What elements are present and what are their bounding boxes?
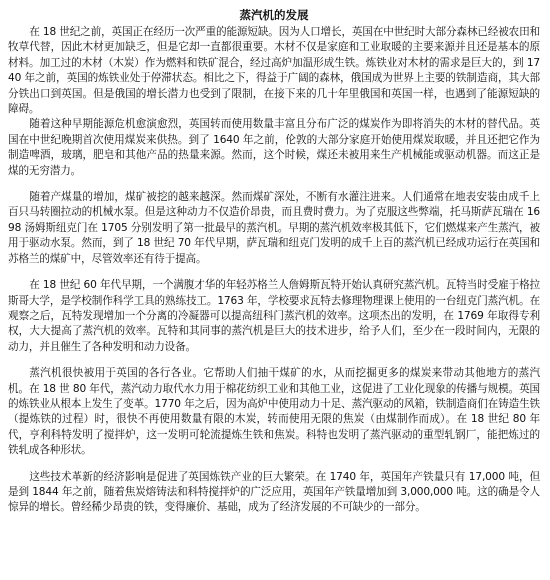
- paragraph-gap: [8, 459, 540, 470]
- paragraph-coal-substitute: 随着这种早期能源危机愈演愈烈，英国转而使用数量丰富且分布广泛的煤炭作为即将消失的木材的替代品。英国在中世纪晚期首次使用煤炭来供热。到了 1640 年之前，伦敦的大部分家庭开始使用煤炭取暖，并且还把它作为制造啤酒，玻璃，肥皂和其他产品的热量来源。然而，这个时候，煤还未被用来生产机械能或驱动机器。而这正是煤的无穷潜力。: [8, 118, 540, 177]
- paragraph-gap: [8, 355, 540, 366]
- paragraph-energy-shortage: 在 18 世纪之前，英国正在经历一次严重的能源短缺。因为人口增长，英国在中世纪时大部分森林已经被农田和牧草代替，因此木材更加缺乏，但是它却一直都很重要。木材不仅是家庭和工业取暖的主要来源并且还是基本的原材料。加工过的木材（木炭）作为燃料和铁矿混合，经过高炉加温形成生铁。炼铁业对木材的需求是巨大的，到 1740 年之前，英国的炼铁业处于停滞状态。相比之下，得益于广阔的森林，俄国成为世界上主要的铁制造商，其大部分铁出口到英国。但是俄国的增长潜力也受到了限制，在接下来的几十年里俄国和英国一样，也遇到了能源短缺的障碍。: [8, 26, 540, 116]
- paragraph-economic-impact: 这些技术革新的经济影响是促进了英国炼铁产业的巨大繁荣。在 1740 年，英国年产铁量只有 17,000 吨，但是到 1844 年之前，随着焦炭熔铸法和科特搅拌炉的广泛应用，英国年产铁量增加到 3,000,000 吨。这的确是令人惊异的增长。曾经稀少昂贵的铁，变得廉价、基础，成为了经济发展的不可缺少的一部分。: [8, 470, 540, 514]
- paragraph-gap: [8, 267, 540, 278]
- paragraph-gap: [8, 179, 540, 190]
- document-title: 蒸汽机的发展: [239, 8, 309, 22]
- paragraph-james-watt: 在 18 世纪 60 年代早期，一个满腹才华的年轻苏格兰人詹姆斯瓦特开始认真研究蒸汽机。瓦特当时受雇于格拉斯哥大学，是学校制作科学工具的熟练技工。1763 年，学校要求瓦特去修理物理课上使用的一台纽克门蒸汽机。在观察之后，瓦特发现增加一个分离的冷凝器可以提高纽科门蒸汽机的效率。这项杰出的发明，在 1769 年取得专利权，大大提高了蒸汽机的效率。瓦特和其同事的蒸汽机是巨大的技术进步，给予人们，至少在一段时间内，无限的动力，并且催生了各种发明和动力设备。: [8, 279, 540, 353]
- paragraph-early-steam-engines: 随着产煤量的增加，煤矿被挖的越来越深。然而煤矿深处，不断有水灌注进来。人们通常在地表安装由成千上百只马转圈拉动的机械水泵。但是这种动力不仅造价昂贵，而且费时费力。为了克服这些弊端，托马斯萨瓦瑞在 1698 汤姆斯纽克门在 1705 分别发明了第一批最早的蒸汽机。早期的蒸汽机效率极其低下，它们燃煤来产生蒸汽，被用于驱动水泵。然而，到了 18 世纪 70 年代早期，萨瓦瑞和纽克门发明的成千上百的蒸汽机已经成功运行在英国和苏格兰的煤矿中，尽管效率还有待于提高。: [8, 191, 540, 265]
- paragraph-industrial-use: 蒸汽机很快被用于英国的各行各业。它帮助人们抽干煤矿的水，从而挖掘更多的煤炭来带动其他地方的蒸汽机。在 18 世 80 年代，蒸汽动力取代水力用于棉花纺织工业和其他工业，这促进了工业化现象的传播与规模。英国的炼铁业从根本上发生了变革。1770 年之后，因为高炉中使用动力十足、蒸汽驱动的风箱，铁制造商们在铸造生铁（提炼铁的过程）时，很快不再使用数量有限的木炭，转而使用无限的焦炭（由煤制作而成）。在 18 世纪 80 年代，亨利科特发明了搅拌炉，这一发明可轮流提炼生铁和焦炭。科特也发明了蒸汽驱动的重型轧钢厂，能把炼过的铁轧成各种形状。: [8, 367, 540, 457]
